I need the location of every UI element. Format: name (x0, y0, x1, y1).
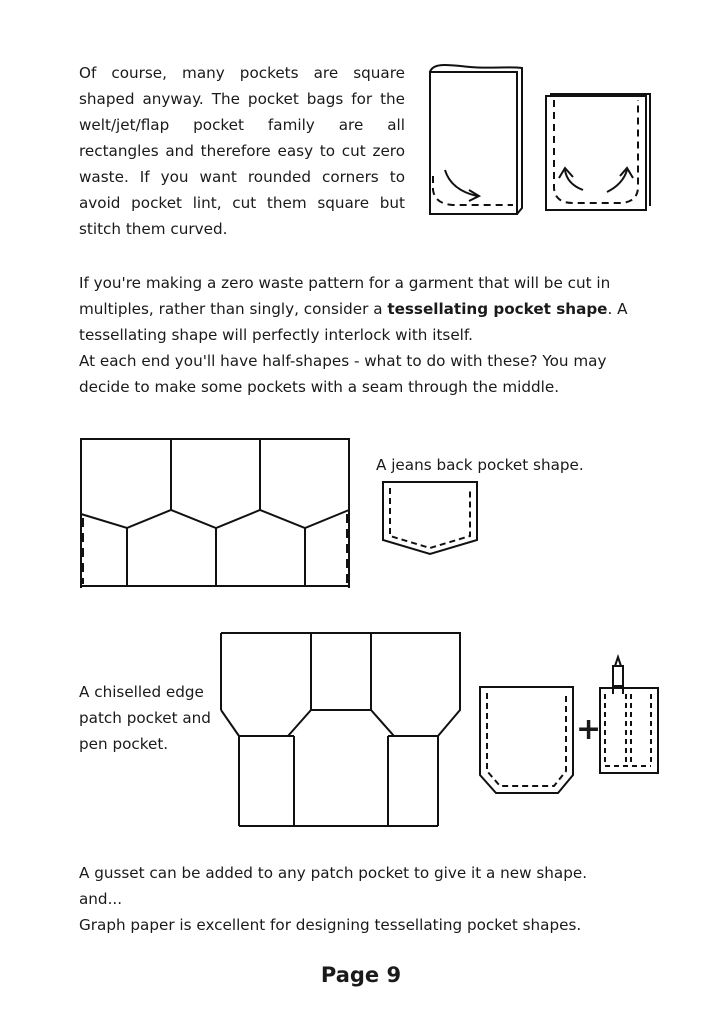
intro-line: Of course, many pockets are square (79, 64, 405, 82)
chiselled-patch-pocket-shape (478, 685, 576, 797)
tessellated-jeans-pockets-diagram (80, 438, 350, 588)
closing-paragraph (79, 860, 669, 938)
intro-line: rectangles and therefore easy to cut zero (79, 142, 405, 160)
chiselled-caption-line: patch pocket and (79, 709, 211, 727)
intro-line: waste. If you want rounded corners to (79, 168, 405, 186)
pocket-bag-right (546, 94, 650, 210)
chiselled-pocket-tessellation-diagram (220, 632, 462, 828)
tessellating-line: decide to make some pockets with a seam through the middle. (79, 378, 560, 396)
bold-term: tessellating pocket shape (387, 300, 608, 318)
closing-line: Graph paper is excellent for designing tessellating pocket shapes. (79, 916, 582, 934)
pocket-bags-illustration (425, 58, 665, 223)
folded-pocket-bag-left (430, 65, 522, 214)
intro-line: stitch them curved. (79, 220, 228, 238)
tessellating-line (79, 296, 669, 322)
jeans-pocket-caption: A jeans back pocket shape. (376, 456, 584, 474)
tessellating-line: tessellating shape will perfectly interlock with itself. (79, 326, 473, 344)
text-run: multiples, rather than singly, consider a (79, 300, 388, 318)
tessellating-paragraph (79, 270, 669, 400)
intro-line: welt/jet/flap pocket family are all (79, 116, 405, 134)
intro-line: shaped anyway. The pocket bags for the (79, 90, 405, 108)
chiselled-pocket-caption (79, 679, 211, 757)
chiselled-caption-line: A chiselled edge (79, 683, 204, 701)
page-number: Page 9 (320, 963, 402, 987)
tessellating-line: If you're making a zero waste pattern for a garment that will be cut in (79, 274, 611, 292)
closing-line: and... (79, 890, 123, 908)
intro-paragraph (79, 60, 405, 242)
intro-line: avoid pocket lint, cut them square but (79, 194, 405, 212)
pen-pocket-shape (598, 654, 660, 776)
closing-line: A gusset can be added to any patch pocket to give it a new shape. (79, 864, 588, 882)
text-run: . A (607, 300, 628, 318)
plus-sign: + (576, 712, 602, 747)
jeans-back-pocket-shape (381, 480, 481, 556)
tessellating-line: At each end you'll have half-shapes - what to do with these? You may (79, 352, 607, 370)
chiselled-caption-line: pen pocket. (79, 735, 169, 753)
